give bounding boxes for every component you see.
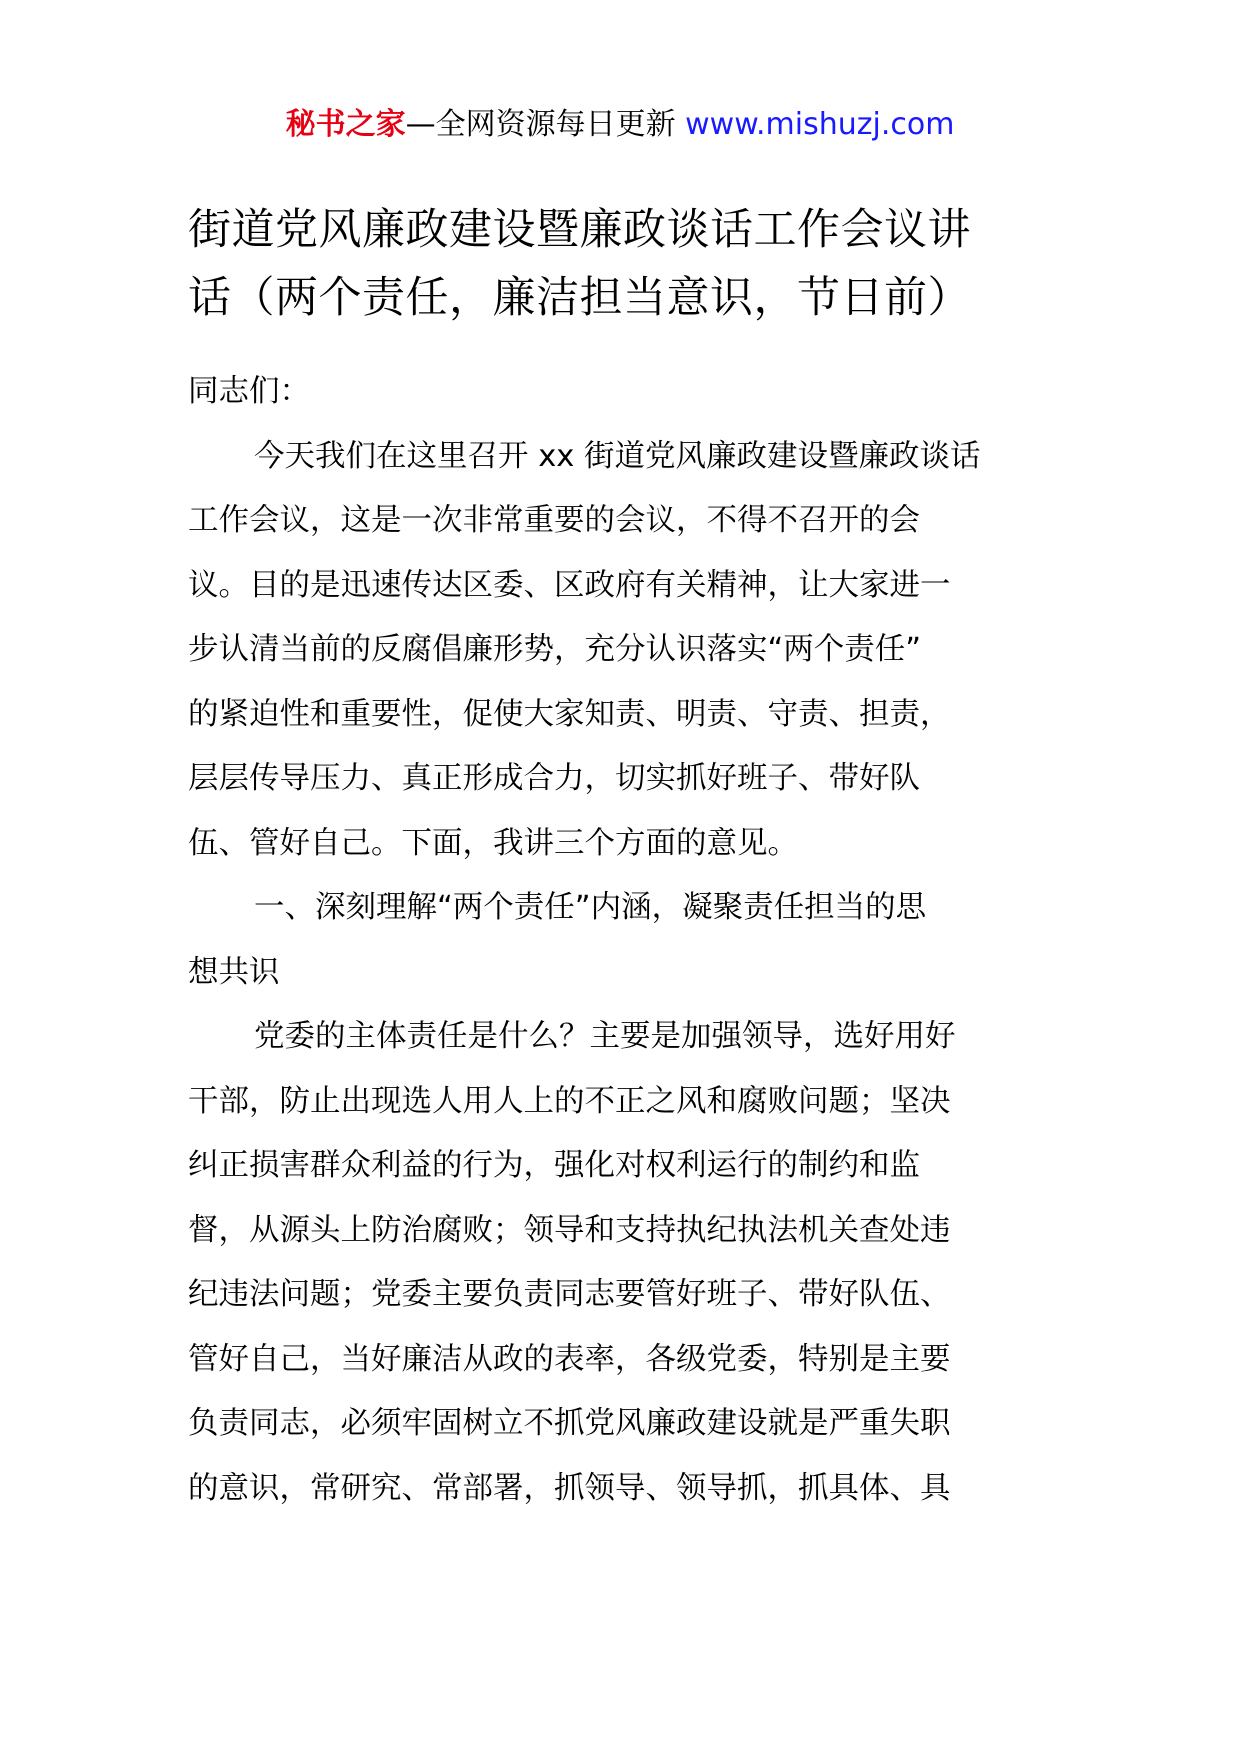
paragraph-line: 的紧迫性和重要性，促使大家知责、明责、守责、担责， [188,696,951,732]
paragraph-line: 伍、管好自己。下面，我讲三个方面的意见。 [188,825,798,861]
section-heading-line: 一、深刻理解“两个责任”内涵，凝聚责任担当的思 [254,890,927,925]
paragraph-line: 干部，防止出现选人用人上的不正之风和腐败问题；坚决 [188,1083,951,1119]
brand-name: 秘书之家 [285,107,406,142]
site-url-link[interactable]: www.mishuzj.com [685,107,955,142]
paragraph-line: 党委的主体责任是什么？主要是加强领导，选好用好 [254,1019,956,1054]
paragraph-line: 的意识，常研究、常部署，抓领导、领导抓，抓具体、具 [188,1470,951,1506]
paragraph-line: 负责同志，必须牢固树立不抓党风廉政建设就是严重失职 [188,1406,951,1441]
paragraph-line: 工作会议，这是一次非常重要的会议，不得不召开的会 [188,503,920,538]
paragraph-line: 步认清当前的反腐倡廉形势，充分认识落实“两个责任” [188,632,922,667]
title-line: 话（两个责任，廉洁担当意识，节日前） [188,273,971,323]
section-heading-line: 想共识 [188,954,280,990]
paragraph-line: 议。目的是迅速传达区委、区政府有关精神，让大家进一 [188,567,951,603]
banner-tagline: —全网资源每日更新 [405,107,676,142]
site-banner [0,100,1240,150]
paragraph-line: 督，从源头上防治腐败；领导和支持执纪执法机关查处违 [188,1212,951,1248]
paragraph-line: 纪违法问题；党委主要负责同志要管好班子、带好队伍、 [188,1277,951,1312]
greeting: 同志们： [188,374,310,409]
paragraph-line: 纠正损害群众利益的行为，强化对权利运行的制约和监 [188,1148,920,1183]
title-line: 街道党风廉政建设暨廉政谈话工作会议讲 [188,205,971,255]
document-title [188,196,1068,332]
paragraph-line: 管好自己，当好廉洁从政的表率，各级党委，特别是主要 [188,1341,951,1377]
document-body [188,360,1056,1521]
paragraph-line: 今天我们在这里召开 xx 街道党风廉政建设暨廉政谈话 [254,438,981,474]
paragraph-line: 层层传导压力、真正形成合力，切实抓好班子、带好队 [188,761,920,796]
